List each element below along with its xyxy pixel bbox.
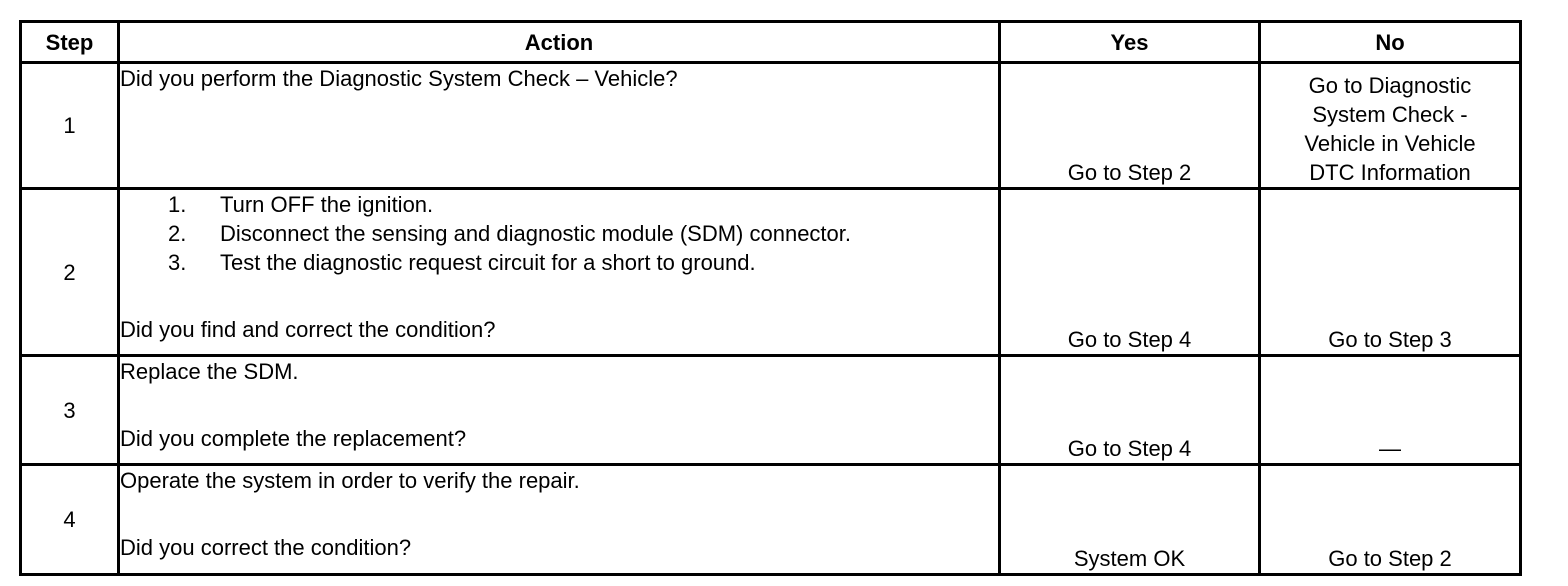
action-step-item xyxy=(168,248,998,277)
no-line: System Check - xyxy=(1312,102,1468,127)
action-question: Did you correct the condition? xyxy=(120,535,412,560)
step-number: 3 xyxy=(21,356,119,465)
action-step-text: Disconnect the sensing and diagnostic module (SDM) connector. xyxy=(220,221,852,246)
step-number: 4 xyxy=(21,465,119,575)
yes-cell: Go to Step 4 xyxy=(1000,356,1260,465)
action-text: Replace the SDM. xyxy=(120,359,299,384)
action-question: Did you find and correct the condition? xyxy=(120,317,496,342)
table-row-step-2 xyxy=(21,189,1521,356)
action-question: Did you perform the Diagnostic System Check – Vehicle? xyxy=(120,66,678,91)
action-text: Operate the system in order to verify the repair. xyxy=(120,468,580,493)
header-step: Step xyxy=(21,22,119,63)
yes-cell: System OK xyxy=(1000,465,1260,575)
yes-cell: Go to Step 4 xyxy=(1000,189,1260,356)
no-line: Go to Diagnostic xyxy=(1308,73,1472,98)
table-row-step-3 xyxy=(21,356,1521,465)
action-step-number: 1. xyxy=(168,192,187,217)
no-cell xyxy=(1260,63,1521,189)
action-step-number: 3. xyxy=(168,250,187,275)
header-no: No xyxy=(1260,22,1521,63)
step-number: 1 xyxy=(21,63,119,189)
no-cell: Go to Step 3 xyxy=(1260,189,1521,356)
no-line: Vehicle in Vehicle xyxy=(1304,131,1476,156)
header-action: Action xyxy=(119,22,1000,63)
no-cell: — xyxy=(1260,356,1521,465)
action-step-text: Test the diagnostic request circuit for a short to ground. xyxy=(220,250,756,275)
diagnostic-table xyxy=(19,20,1522,576)
header-row xyxy=(21,22,1521,63)
action-cell xyxy=(119,189,1000,356)
action-step-item xyxy=(168,219,998,248)
action-cell xyxy=(119,63,1000,189)
no-cell: Go to Step 2 xyxy=(1260,465,1521,575)
table-row-step-4 xyxy=(21,465,1521,575)
yes-cell: Go to Step 2 xyxy=(1000,63,1260,189)
action-step-text: Turn OFF the ignition. xyxy=(220,192,434,217)
action-cell xyxy=(119,356,1000,465)
action-step-item xyxy=(168,190,998,219)
action-step-number: 2. xyxy=(168,221,187,246)
action-steps-list xyxy=(120,190,998,277)
no-line: DTC Information xyxy=(1309,160,1471,185)
action-question: Did you complete the replacement? xyxy=(120,426,467,451)
table-row-step-1 xyxy=(21,63,1521,189)
action-cell xyxy=(119,465,1000,575)
header-yes: Yes xyxy=(1000,22,1260,63)
step-number: 2 xyxy=(21,189,119,356)
